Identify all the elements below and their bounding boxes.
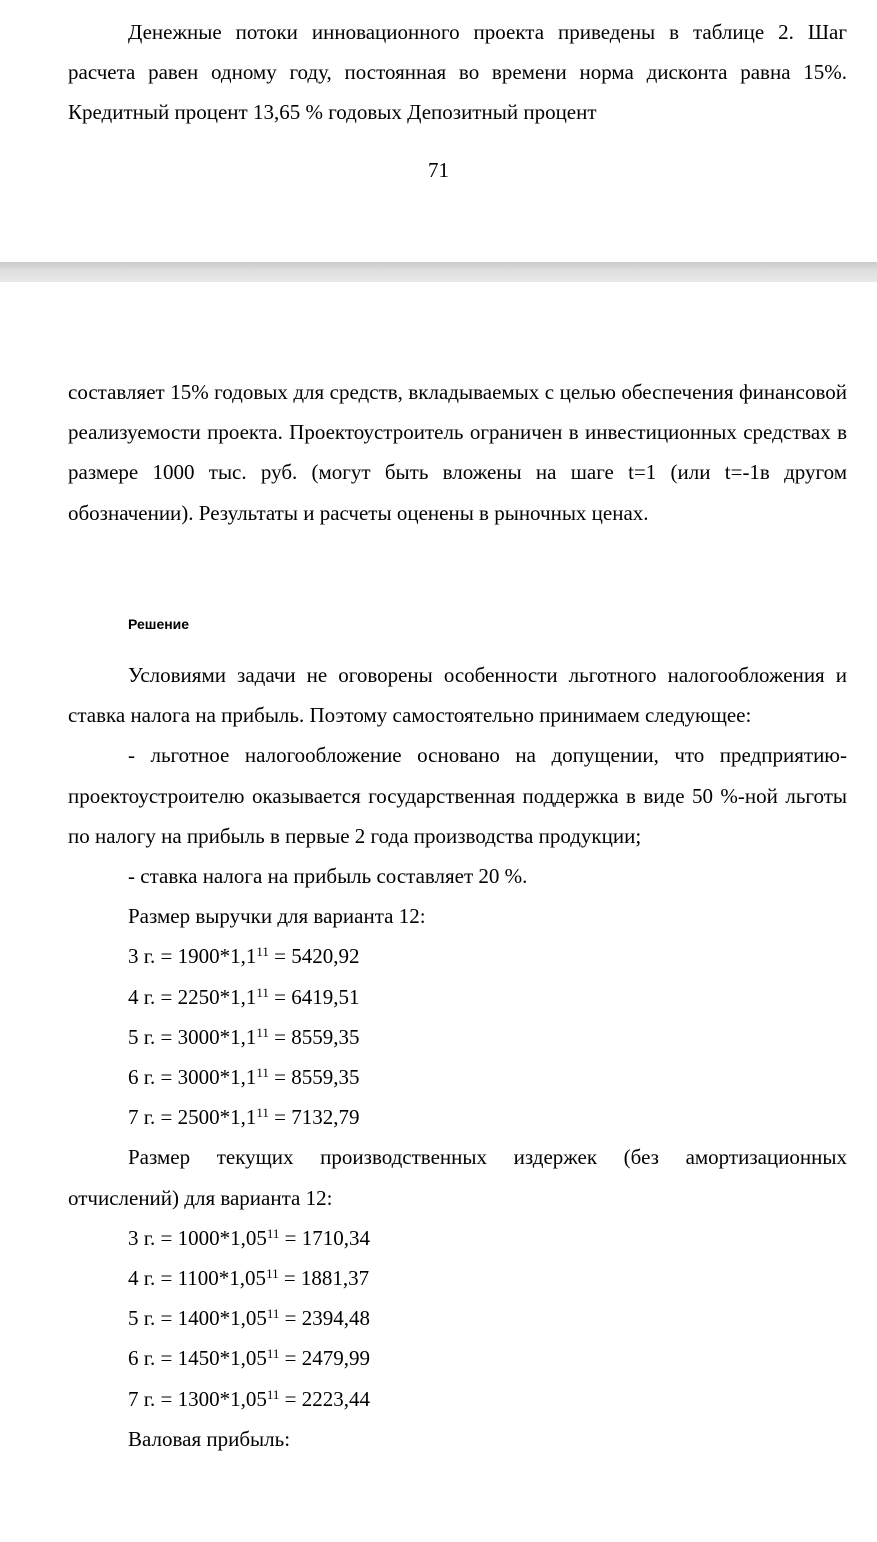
solution-body: [68, 655, 847, 1459]
continued-text: [68, 372, 847, 533]
intro-paragraph: Условиями задачи не оговорены особенности льготного налогообложения и ставка налога на прибыль. Поэтому самостоятельно принимаем следующее:: [68, 663, 847, 728]
costs-line-year-3: 3 г. = $1000*1,05^{11} = 1710,34$: [128, 1225, 370, 1250]
page-separator: [0, 262, 877, 282]
page-71-text: [68, 12, 847, 133]
costs-line-year-4: 4 г. = $1100*1,05^{11} = 1881,37$: [128, 1266, 370, 1291]
continued-paragraph: составляет 15% годовых для средств, вкладываемых с целью обеспечения финансовой реализуемости проекта. Проектоустроитель ограничен в инвестиционных средствах в размере 1000 тыс. руб. (могут быть вложены на шаге t=1 (или t=-1в другом обозначении). Результаты и расчеты оценены в рыночных ценах.: [68, 380, 847, 525]
revenue-line-year-5: 5 г. = $3000*1,1^{11} = 8559,35$: [128, 1024, 360, 1049]
revenue-title: Размер выручки для варианта 12:: [128, 904, 426, 929]
costs-line-year-7: 7 г. = $1300*1,05^{11} = 2223,44$: [128, 1386, 370, 1411]
solution-heading: Решение: [128, 616, 190, 632]
page-number: 71: [428, 158, 449, 182]
assumption-tax-rate: - ставка налога на прибыль составляет 20 %.: [128, 864, 528, 889]
revenue-line-year-3: 3 г. = $1900*1,1^{11} = 5420,92$: [128, 944, 360, 969]
assumption-tax-benefit: - льготное налогообложение основано на допущении, что предприятию-проектоустроителю оказывается государственная поддержка в виде 50 %-ной льготы по налогу на прибыль в первые 2 года производства продукции;: [68, 743, 847, 848]
revenue-line-year-7: 7 г. = $2500*1,1^{11} = 7132,79$: [128, 1105, 360, 1130]
costs-line-year-5: 5 г. = $1400*1,05^{11} = 2394,48$: [128, 1306, 370, 1331]
costs-title: Размер текущих производственных издержек (без амортизационных отчислений) для варианта 12:: [68, 1145, 847, 1210]
costs-line-year-6: 6 г. = $1450*1,05^{11} = 2479,99$: [128, 1346, 370, 1371]
project-description-paragraph: Денежные потоки инновационного проекта приведены в таблице 2. Шаг расчета равен одному году, постоянная во времени норма дисконта равна 15%. Кредитный процент 13,65 % годовых Депозитный процент: [68, 20, 847, 125]
revenue-line-year-6: 6 г. = $3000*1,1^{11} = 8559,35$: [128, 1065, 360, 1090]
page-71: [0, 0, 877, 262]
revenue-line-year-4: 4 г. = $2250*1,1^{11} = 6419,51$: [128, 984, 360, 1009]
gross-profit-title: Валовая прибыль:: [128, 1426, 291, 1451]
